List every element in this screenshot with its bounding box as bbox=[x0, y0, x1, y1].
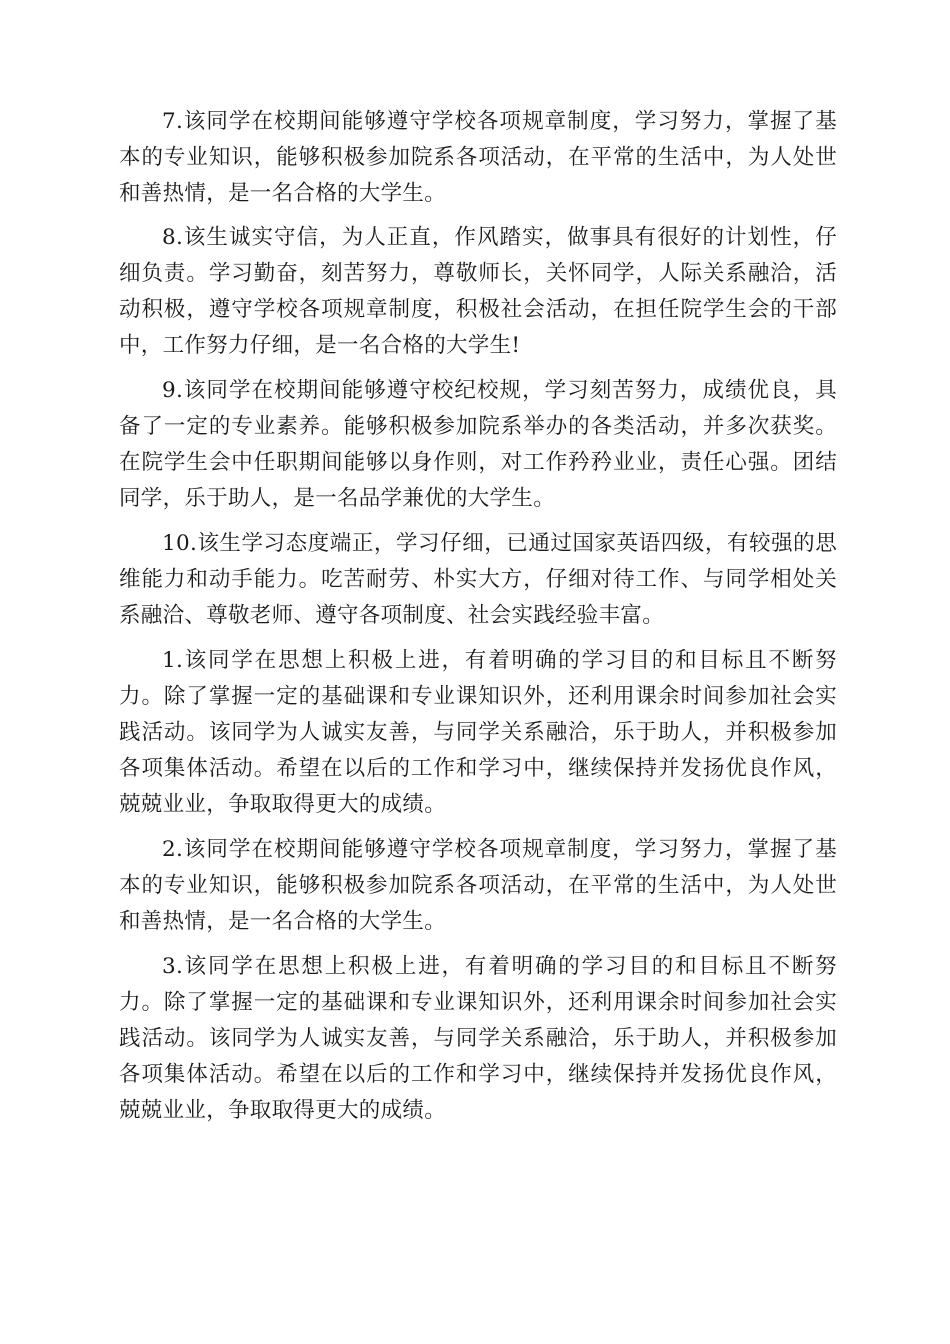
paragraph-2: 2.该同学在校期间能够遵守学校各项规章制度，学习努力，掌握了基本的专业知识，能够积极参加院系各项活动，在平常的生活中，为人处世和善热情，是一名合格的大学生。 bbox=[119, 837, 837, 934]
document-page bbox=[119, 104, 837, 1129]
paragraph-10: 10.该生学习态度端正，学习仔细，已通过国家英语四级，有较强的思维能力和动手能力。吃苦耐劳、朴实大方，仔细对待工作、与同学相处关系融洽、尊敬老师、遵守各项制度、社会实践经验丰富。 bbox=[119, 531, 837, 628]
paragraph-8: 8.该生诚实守信，为人正直，作风踏实，做事具有很好的计划性，仔细负责。学习勤奋，刻苦努力，尊敬师长，关怀同学，人际关系融洽，活动积极，遵守学校各项规章制度，积极社会活动，在担任院学生会的干部中，工作努力仔细，是一名合格的大学生! bbox=[119, 225, 837, 358]
paragraph-1: 1.该同学在思想上积极上进，有着明确的学习目的和目标且不断努力。除了掌握一定的基础课和专业课知识外，还利用课余时间参加社会实践活动。该同学为人诚实友善，与同学关系融洽，乐于助人，并积极参加各项集体活动。希望在以后的工作和学习中，继续保持并发扬优良作风，兢兢业业，争取取得更大的成绩。 bbox=[119, 648, 837, 817]
paragraph-9: 9.该同学在校期间能够遵守校纪校规，学习刻苦努力，成绩优良，具备了一定的专业素养。能够积极参加院系举办的各类活动，并多次获奖。在院学生会中任职期间能够以身作则，对工作矜矜业业，责任心强。团结同学，乐于助人，是一名品学兼优的大学生。 bbox=[119, 378, 837, 511]
paragraph-7: 7.该同学在校期间能够遵守学校各项规章制度，学习努力，掌握了基本的专业知识，能够积极参加院系各项活动，在平常的生活中，为人处世和善热情，是一名合格的大学生。 bbox=[119, 109, 837, 206]
paragraph-3: 3.该同学在思想上积极上进，有着明确的学习目的和目标且不断努力。除了掌握一定的基础课和专业课知识外，还利用课余时间参加社会实践活动。该同学为人诚实友善，与同学关系融洽，乐于助人，并积极参加各项集体活动。希望在以后的工作和学习中，继续保持并发扬优良作风，兢兢业业，争取取得更大的成绩。 bbox=[119, 954, 837, 1123]
